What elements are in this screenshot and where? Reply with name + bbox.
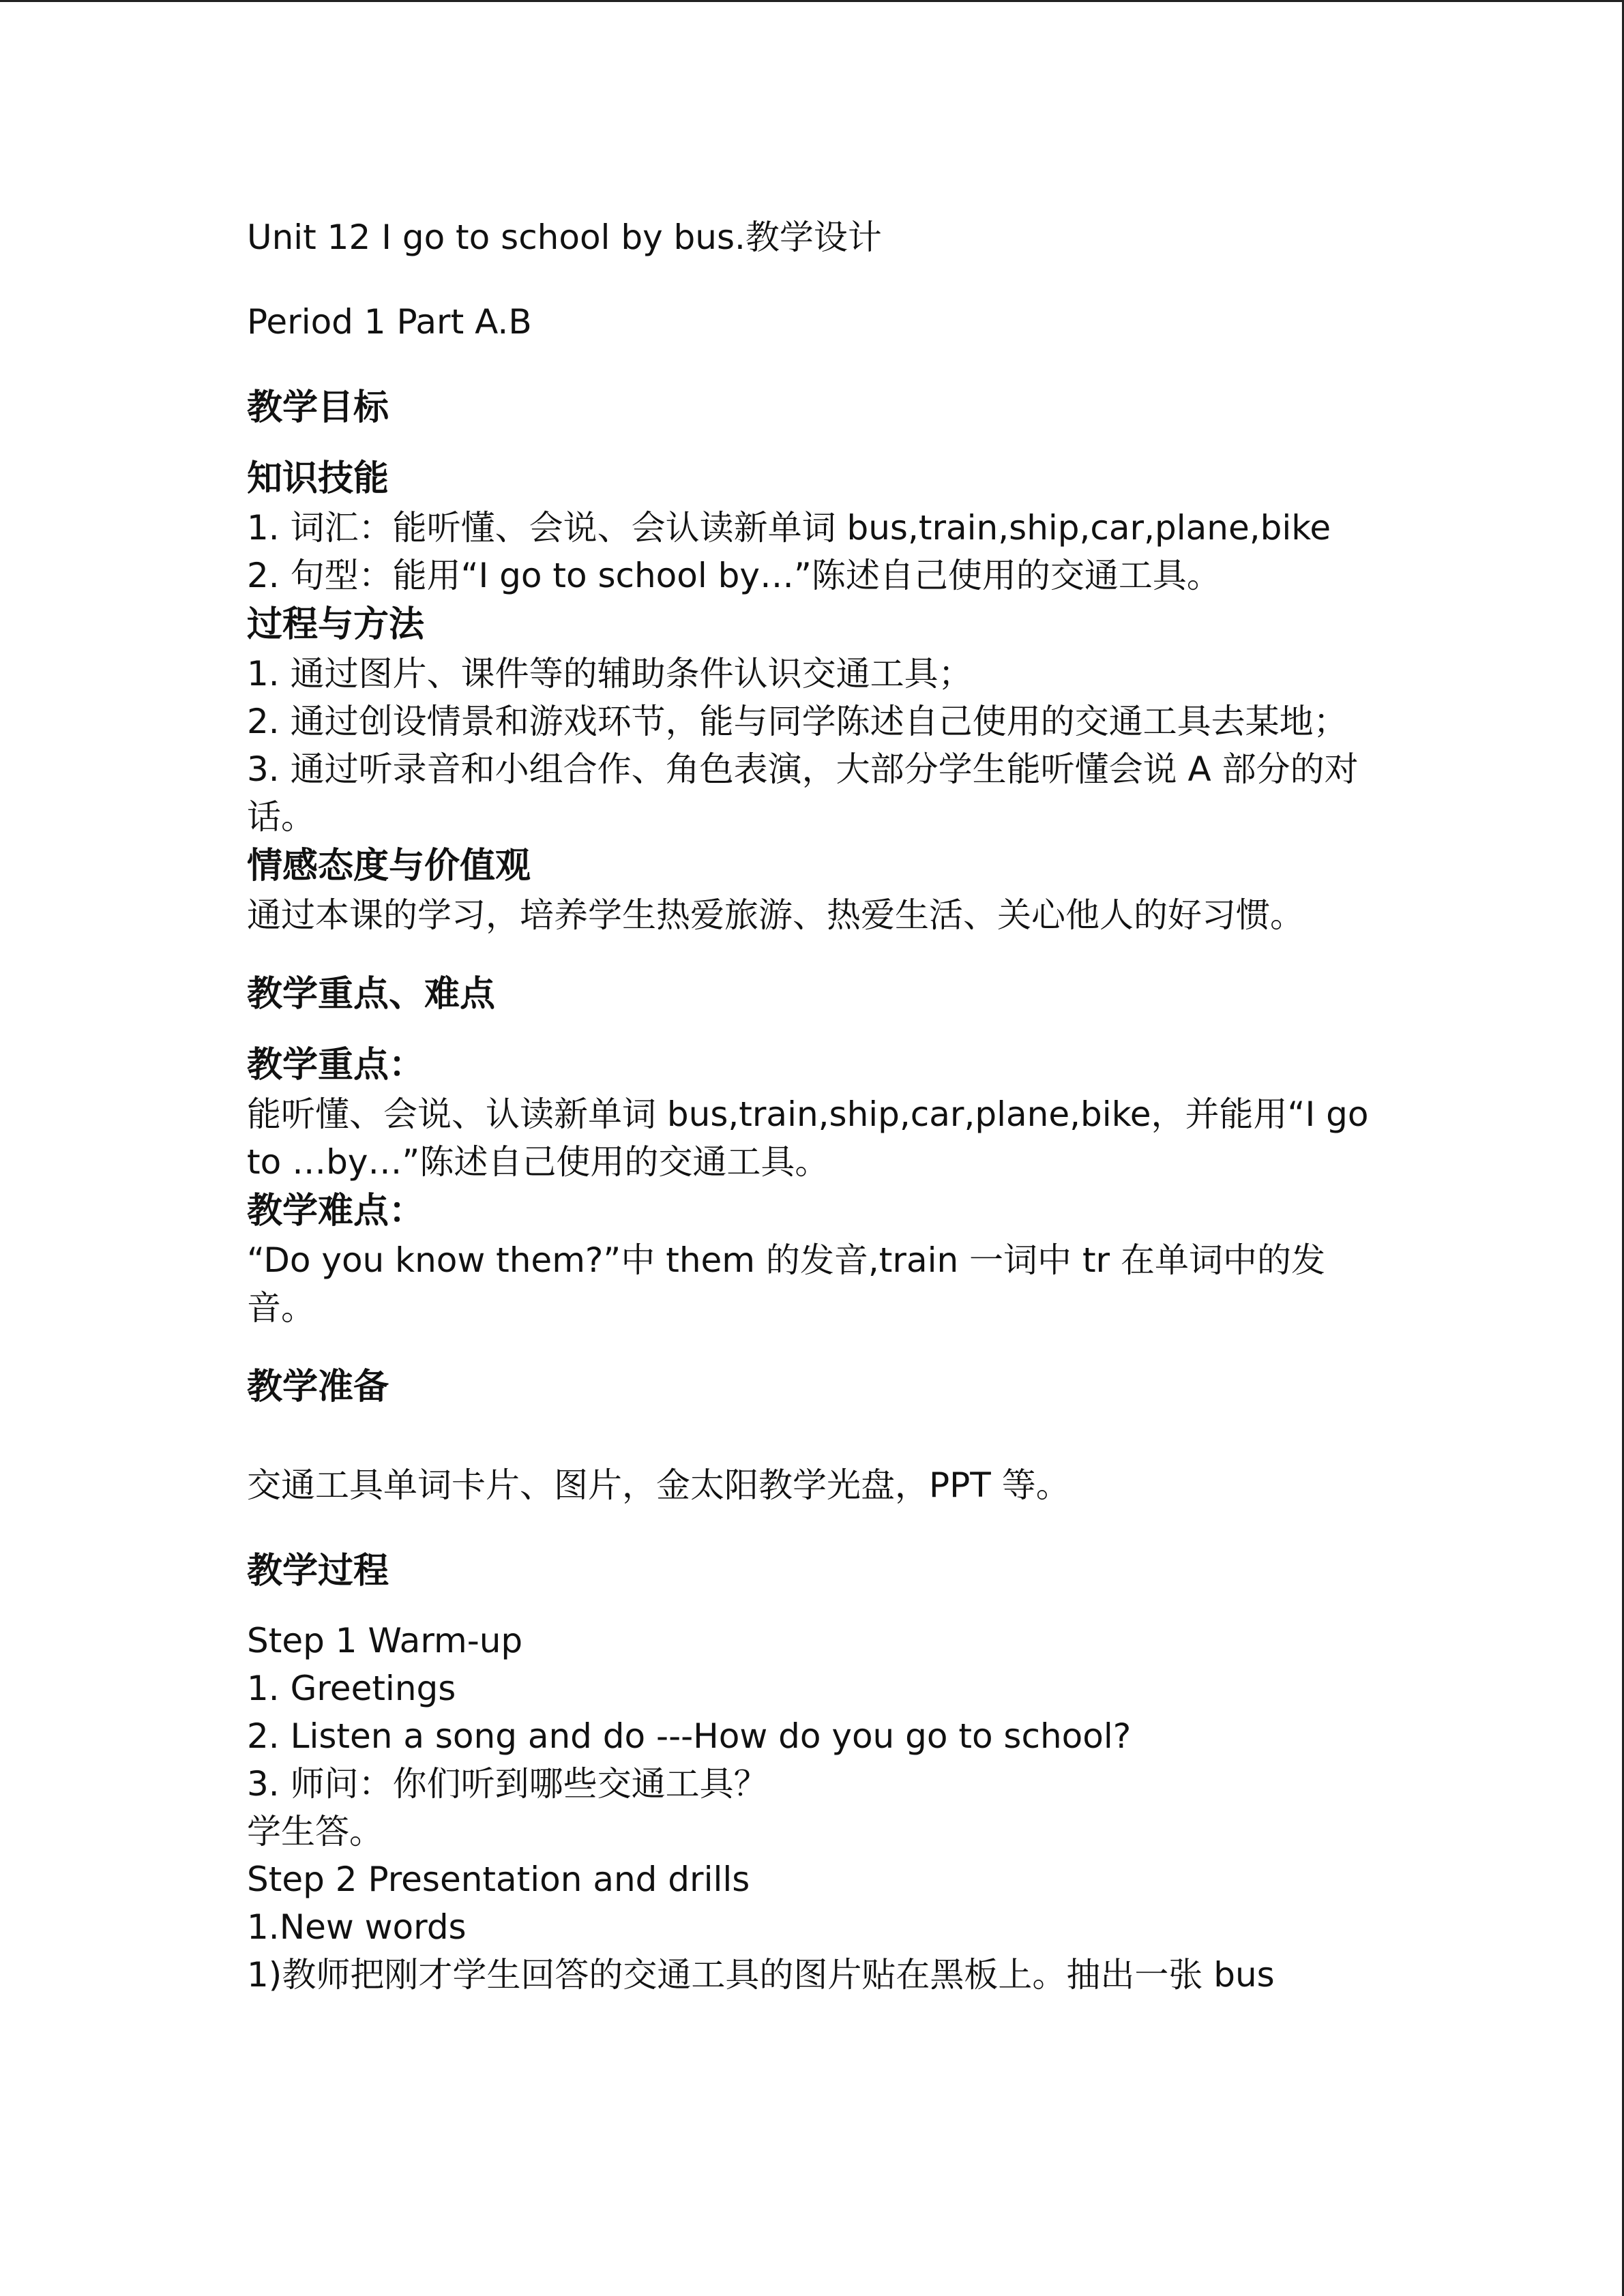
document-title: Unit 12 I go to school by bus.教学设计 (247, 218, 882, 257)
objectives-heading: 教学目标 (247, 387, 389, 428)
new-words-item: 1)教师把刚才学生回答的交通工具的图片贴在黑板上。抽出一张 bus (247, 1955, 1275, 1995)
preparation-heading: 教学准备 (247, 1367, 389, 1407)
preparation-text: 交通工具单词卡片、图片，金太阳教学光盘，PPT 等。 (247, 1465, 1070, 1505)
focus-text: 能听懂、会说、认读新单词 bus,train,ship,car,plane,bike，并能用“I go to …by…”陈述自己使用的交通工具。 (247, 1094, 1369, 1182)
difficulty-text: “Do you know them?”中 them 的发音,train 一词中 tr 在单词中的发音。 (247, 1240, 1326, 1328)
list-item: 1. 通过图片、课件等的辅助条件认识交通工具； (247, 654, 973, 694)
new-words-label: 1.New words (247, 1907, 467, 1947)
step1-label: Step 1 Warm-up (247, 1621, 523, 1660)
list-item: 3. 通过听录音和小组合作、角色表演，大部分学生能听懂会说 A 部分的对话。 (247, 749, 1359, 837)
keypoints-heading: 教学重点、难点 (247, 974, 496, 1015)
knowledge-heading: 知识技能 (247, 458, 389, 499)
focus-heading: 教学重点： (247, 1045, 425, 1086)
process-heading: 过程与方法 (247, 604, 425, 645)
period-label: Period 1 Part A.B (247, 302, 532, 342)
list-item: 2. 句型：能用“I go to school by…”陈述自己使用的交通工具。 (247, 556, 1221, 595)
document-content (247, 213, 1379, 1999)
list-item: 2. Listen a song and do ---How do you go to school? (247, 1716, 1132, 1756)
student-answer: 学生答。 (247, 1812, 383, 1851)
difficulty-heading: 教学难点： (247, 1191, 425, 1232)
attitude-heading: 情感态度与价值观 (247, 846, 531, 886)
list-item: 3. 师问：你们听到哪些交通工具？ (247, 1764, 768, 1804)
list-item: 2. 通过创设情景和游戏环节，能与同学陈述自己使用的交通工具去某地； (247, 702, 1348, 741)
procedure-heading: 教学过程 (247, 1551, 389, 1592)
list-item: 1. 词汇：能听懂、会说、会认读新单词 bus,train,ship,car,plane,bike (247, 508, 1331, 548)
attitude-text: 通过本课的学习，培养学生热爱旅游、热爱生活、关心他人的好习惯。 (247, 895, 1304, 935)
step2-label: Step 2 Presentation and drills (247, 1860, 750, 1899)
list-item: 1. Greetings (247, 1669, 456, 1708)
